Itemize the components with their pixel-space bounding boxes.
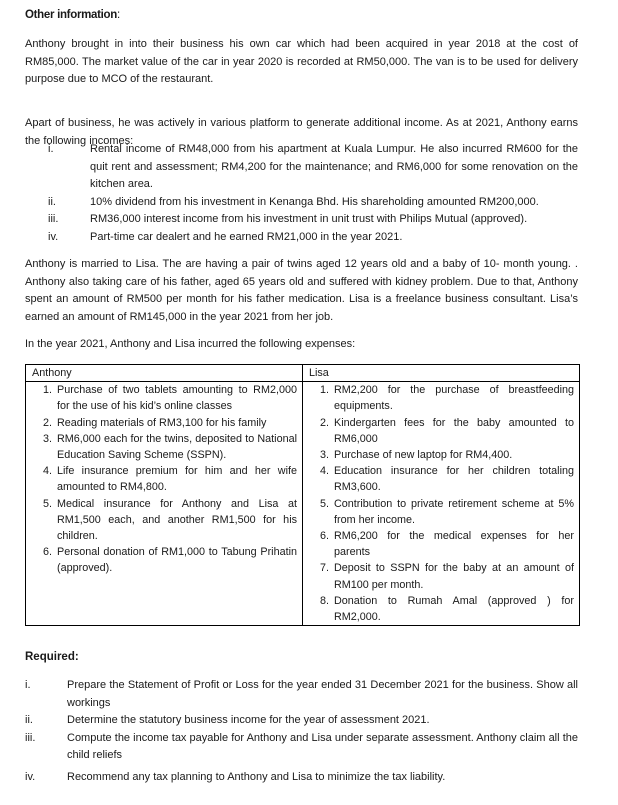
required-item [25,677,578,712]
list-item: 6. Personal donation of RM1,000 to Tabung Prihatin (approved). [55,544,297,576]
list-item: 3. RM6,000 each for the twins, deposited to National Education Saving Scheme (SSPN). [55,431,297,463]
expenses-table [25,364,580,626]
item-text: Determine the statutory business income for the year of assessment 2021. [67,714,430,727]
item-number: i. [25,679,31,691]
anthony-expenses-cell [26,382,303,626]
item-number: iv. [25,770,36,783]
list-item: 7. Deposit to SSPN for the baby at an amount of RM100 per month. [332,560,574,592]
list-item: 1. Purchase of two tablets amounting to RM2,000 for the use of his kid’s online classes [55,382,297,414]
item-text: Part-time car dealert and he earned RM21,000 in the year 2021. [90,230,403,243]
section-title-text: Other information [25,9,118,21]
paragraph-expenses-intro: In the year 2021, Anthony and Lisa incurred the following expenses: [25,338,356,350]
item-text: Prepare the Statement of Profit or Loss for the year ended 31 December 2021 for the business. Show all workings [67,679,578,709]
list-item: 8. Donation to Rumah Amal (approved ) for RM2,000. [332,593,574,625]
required-item [25,769,578,787]
header-lisa: Lisa [303,365,580,382]
list-item: 2. Reading materials of RM3,100 for his family [55,415,297,431]
item-text: Recommend any tax planning to Anthony and Lisa to minimize the tax liability. [67,770,446,783]
list-item: 5. Medical insurance for Anthony and Lisa at RM1,500 each, and another RM1,500 for his children. [55,496,297,545]
item-number: iii. [25,731,36,744]
list-item: 5. Contribution to private retirement scheme at 5% from her income. [332,496,574,528]
required-list [25,677,578,787]
item-number: iii. [48,213,59,226]
lisa-expenses-cell [303,382,580,626]
item-text: Rental income of RM48,000 from his apartment at Kuala Lumpur. He also incurred RM600 for the quit rent and assessment; RM4,200 for the maintenance; and RM6,000 for some renovation on the kitchen area. [90,143,578,191]
item-text: Compute the income tax payable for Anthony and Lisa under separate assessment. Anthony claim all the child reliefs [67,731,578,762]
income-item [25,141,578,194]
title-colon: : [117,9,120,21]
paragraph-incomes-intro: Apart of business, he was actively in various platform to generate additional income. As at 2021, Anthony earns the following incomes: [25,117,578,147]
item-number: iv. [48,230,59,243]
required-item [25,730,578,765]
table-row [26,382,580,626]
item-number: i. [48,143,54,155]
list-item: 2. Kindergarten fees for the baby amounted to RM6,000 [332,415,574,447]
item-number: ii. [25,714,33,727]
list-item: 1. RM2,200 for the purchase of breastfeeding equipments. [332,382,574,414]
header-anthony: Anthony [26,365,303,382]
table-header-row [26,365,580,382]
list-item: 4. Education insurance for her children totaling RM3,600. [332,463,574,495]
list-item: 3. Purchase of new laptop for RM4,400. [332,447,574,463]
item-text: RM36,000 interest income from his investment in unit trust with Philips Mutual (approved). [90,213,528,226]
list-item: 4. Life insurance premium for him and her wife amounted to RM4,800. [55,463,297,495]
item-number: ii. [48,195,56,208]
required-item [25,712,578,730]
list-item: 6. RM6,200 for the medical expenses for her parents [332,528,574,560]
section-title [25,9,120,21]
required-heading: Required: [25,651,79,663]
income-item [25,229,578,247]
item-text: 10% dividend from his investment in Kenanga Bhd. His shareholding amounted RM200,000. [90,195,539,208]
paragraph-family: Anthony is married to Lisa. The are having a pair of twins aged 12 years old and a baby of 10- month young. . Anthony also taking care of his father, aged 65 years old and suffered with kidney problem. Due to that, Anthony spent an amount of RM500 per month for his father medication. Lisa is a freelance business consultant. Lisa’s earned an amount of RM145,000 in the year 2021 from her job. [25,258,578,323]
paragraph-car: Anthony brought in into their business his own car which had been acquired in year 2018 at the cost of RM85,000. The market value of the car in year 2020 is recorded at RM50,000. The van is to be used for delivery purpose due to MCO of the restaurant. [25,38,578,86]
income-item [25,194,578,212]
income-item [25,211,578,229]
income-list [25,141,578,247]
